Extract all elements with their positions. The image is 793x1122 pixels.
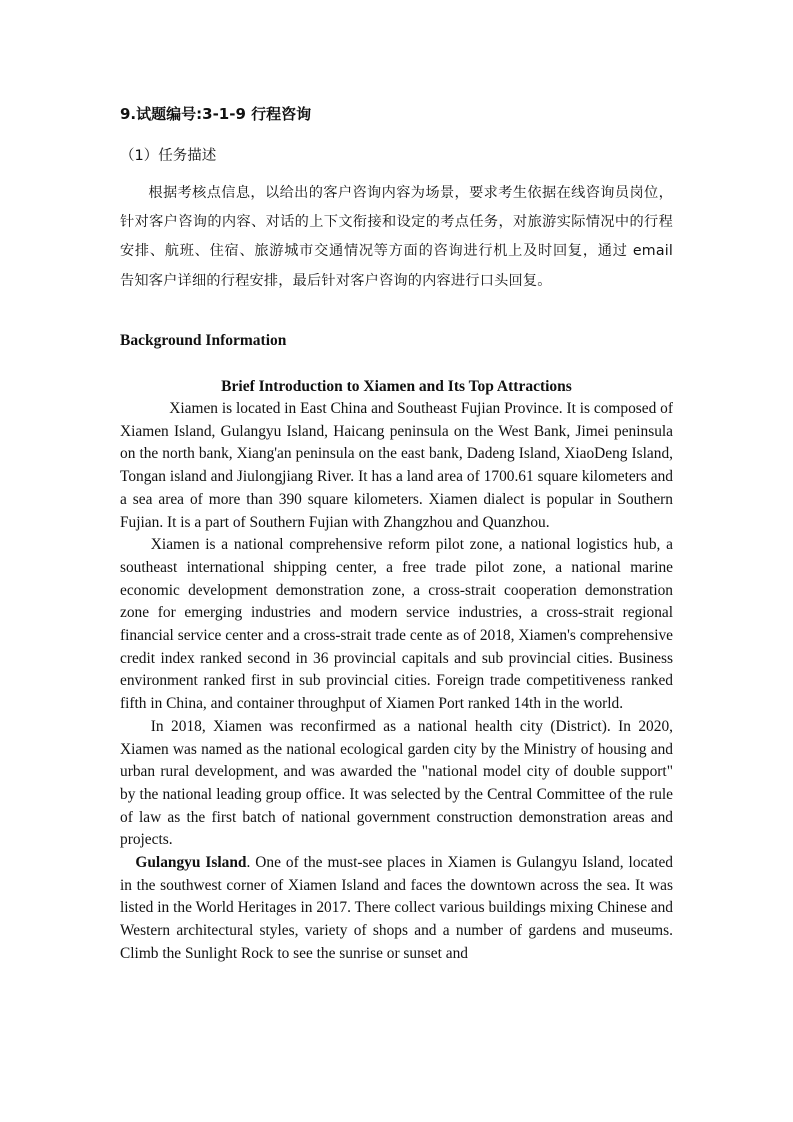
- article-title: Brief Introduction to Xiamen and Its Top Attractions: [221, 378, 572, 395]
- task-description: 根据考核点信息，以给出的客户咨询内容为场景，要求考生依据在线咨询员岗位，针对客户咨询的内容、对话的上下文衔接和设定的考点任务，对旅游实际情况中的行程安排、航班、住宿、旅游城市交通情况等方面的咨询进行机上及时回复，通过 email 告知客户详细的行程安排，最后针对客户咨询的内容进行口头回复。: [120, 185, 673, 289]
- paragraph-honors: In 2018, Xiamen was reconfirmed as a national health city (District). In 2020, Xiamen was named as the national ecological garden city by the Ministry of housing and urban rural development, and was awarded the "national model city of double support" by the national leading group office. It was selected by the Central Committee of the rule of law as the first batch of national government construction demonstration areas and projects.: [120, 717, 673, 849]
- background-heading: Background Information: [120, 332, 287, 349]
- question-title: 9.试题编号:3-1-9 行程咨询: [120, 105, 312, 123]
- paragraph-location: Xiamen is located in East China and Southeast Fujian Province. It is composed of Xiamen Island, Gulangyu Island, Haicang peninsula on the West Bank, Jimei peninsula on the north bank, Xiang'an peninsula on the east bank, Dadeng Island, XiaoDeng Island, Tongan island and Jiulongjiang River. It has a land area of 1700.61 square kilometers and a sea area of more than 390 square kilometers. Xiamen dialect is popular in Southern Fujian. It is a part of Southern Fujian with Zhangzhou and Quanzhou.: [120, 400, 673, 531]
- paragraph-gulangyu: [120, 852, 673, 966]
- attraction-text: . One of the must-see places in Xiamen is Gulangyu Island, located in the southwest corner of Xiamen Island and faces the downtown across the sea. It was listed in the World Heritages in 2017. There collect various buildings mixing Chinese and Western architectural styles, variety of shops and a number of gardens and museums. Climb the Sunlight Rock to see the sunrise or sunset and: [120, 854, 673, 962]
- attraction-name: Gulangyu Island: [135, 854, 247, 872]
- article-body: [120, 398, 673, 966]
- task-heading: （1）任务描述: [120, 148, 217, 164]
- paragraph-economy: Xiamen is a national comprehensive reform pilot zone, a national logistics hub, a southeast international shipping center, a free trade pilot zone, a national marine economic development demonstration zone, a cross-strait cooperation demonstration zone for emerging industries and modern service industries, a cross-strait regional financial service center and a cross-strait trade cente as of 2018, Xiamen's comprehensive credit index ranked second in 36 provincial capitals and sub provincial cities. Business environment ranked first in sub provincial cities. Foreign trade competitiveness ranked fifth in China, and container throughput of Xiamen Port ranked 14th in the world.: [120, 536, 673, 713]
